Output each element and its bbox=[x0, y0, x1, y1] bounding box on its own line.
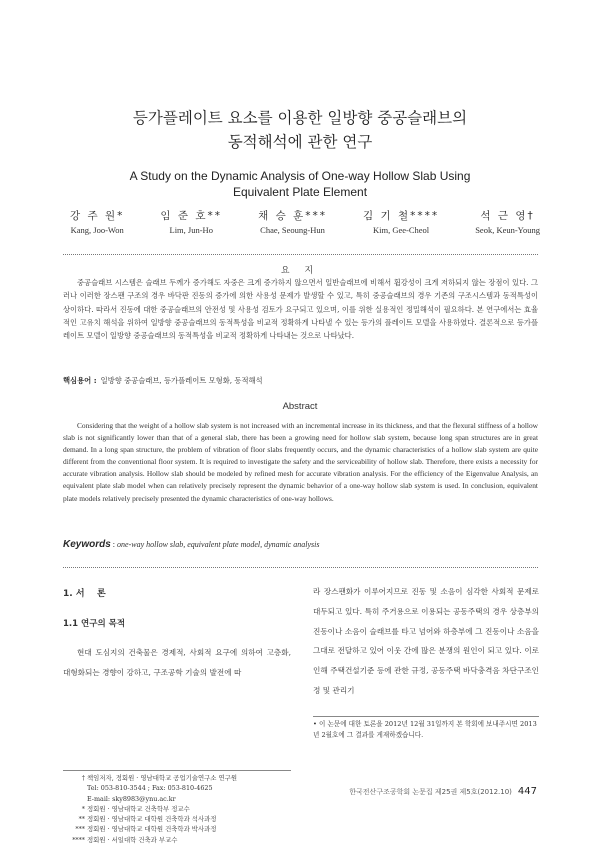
author-3 bbox=[258, 208, 327, 236]
author-name-english: Kim, Gee-Cheol bbox=[372, 225, 430, 235]
section-heading: 1. 서 론 bbox=[63, 589, 106, 599]
keywords-english bbox=[63, 539, 538, 550]
journal-citation: 한국전산구조공학회 논문집 제25권 제5호(2012.10) bbox=[349, 788, 512, 796]
title-korean-line-2: 동적해석에 관한 연구 bbox=[227, 133, 373, 151]
footnote-mark: *** bbox=[75, 825, 85, 834]
title-english-line-1: A Study on the Dynamic Analysis of One-way Hollow Slab Using bbox=[129, 169, 471, 183]
footnote-mark: † bbox=[81, 774, 85, 782]
divider-top bbox=[63, 254, 538, 255]
subsection-heading: 1.1 연구의 목적 bbox=[63, 619, 126, 629]
page-footer bbox=[349, 786, 537, 797]
footnote-text: 정회원 · 영남대학교 대학원 건축학과 석사과정 bbox=[87, 815, 217, 824]
footnote-rule-right bbox=[313, 716, 539, 717]
author-name-english: Kang, Joo-Won bbox=[70, 225, 124, 235]
footnote-mark: **** bbox=[72, 835, 85, 844]
keywords-korean-text: 일방향 중공슬래브, 등가플레이트 모형화, 동적해석 bbox=[100, 376, 263, 385]
keywords-korean-label: 핵심용어 : bbox=[63, 376, 97, 385]
page-number: 447 bbox=[517, 786, 537, 797]
footnote bbox=[63, 814, 298, 824]
discussion-note: • 이 논문에 대한 토론을 2012년 12월 31일까지 본 학회에 보내주시면 2013년 2월호에 그 결과를 게재하겠습니다. bbox=[313, 720, 537, 739]
author-name-korean: 김 기 철**** bbox=[363, 210, 440, 222]
footnote-text: E-mail: sky8983@ynu.ac.kr bbox=[87, 794, 176, 803]
footnote-mark: ** bbox=[78, 815, 85, 824]
author-name-english: Seok, Keun-Young bbox=[475, 225, 540, 235]
body-text-left: 현대 도심지의 건축물은 경제적, 사회적 요구에 의하여 고층화, 대형화되는 경향이 강하고, 구조공학 기술의 발전에 따 bbox=[63, 648, 291, 677]
footnote bbox=[63, 824, 298, 834]
author-name-english: Chae, Seoung-Hun bbox=[260, 225, 325, 235]
author-name-korean: 임 준 호** bbox=[160, 210, 223, 222]
footnote bbox=[63, 773, 298, 783]
footnote bbox=[63, 794, 298, 804]
author-name-korean: 석 근 영† bbox=[480, 210, 535, 222]
author-2 bbox=[160, 208, 222, 236]
abstract-english-heading: Abstract bbox=[282, 401, 318, 412]
author-1 bbox=[70, 208, 124, 236]
divider-bottom bbox=[63, 567, 538, 568]
author-footnotes bbox=[63, 773, 298, 845]
footnote bbox=[63, 804, 298, 814]
left-column bbox=[63, 586, 291, 683]
author-name-english: Lim, Jun-Ho bbox=[169, 225, 213, 235]
right-column bbox=[313, 582, 539, 701]
footnote-text: 정회원 · 영남대학교 대학원 건축학과 박사과정 bbox=[87, 825, 217, 834]
author-list bbox=[70, 208, 540, 236]
footnote-text: 정회원 · 서일대학 건축과 부교수 bbox=[87, 835, 178, 844]
body-text-right: 라 장스팬화가 이루어지므로 진동 및 소음이 심각한 사회적 문제로 대두되고 있다. 특히 주거용으로 이용되는 공동주택의 경우 상층부의 진동이나 소음이 슬래브를 타고 넘어와 하층부에 그 진동이나 소음을 그대로 전달하고 있어 이웃 간에 많은 분쟁의 원인이 되고 있다. 이로 인해 주택건설기준 등에 관한 규정, 공동주택 바닥충격음 차단구조인정 및 관리기 bbox=[313, 587, 539, 695]
footnote-text: Tel: 053-810-3544 ; Fax: 053-810-4625 bbox=[87, 784, 213, 793]
author-4 bbox=[363, 208, 439, 236]
footnote-mark: * bbox=[81, 804, 85, 813]
keywords-korean bbox=[63, 375, 538, 387]
keywords-english-label: Keywords bbox=[63, 539, 111, 550]
keywords-english-separator: : bbox=[110, 540, 118, 549]
abstract-korean: 중공슬래브 시스템은 슬래브 두께가 증가해도 자중은 크게 증가하지 않으면서 일반슬래브에 비해서 휨강성이 크게 저하되지 않는 장점이 있다. 그러나 이러한 장스팬 구조의 경우 바닥판 진동의 증가에 의한 사용성 문제가 발생할 수 있고, 특히 중공슬래브의 경우 기존의 구조시스템과 동적특성이 상이하다. 따라서 진동에 대한 중공슬래브의 안전성 및 사용성 검토가 요구되고 있으며, 이를 위한 실용적인 정밀해석이 필요하다. 본 연구에서는 효율적인 고유치 해석을 위하여 일방향 중공슬래브의 동적특성을 비교적 정확하게 나타낼 수 있는 등가의 플레이트 모델을 사용하였다. 결론적으로 등가플레이트 모델이 일방향 중공슬래브의 동적특성을 비교적 정확하게 나타내는 것으로 나타났다. bbox=[63, 278, 538, 341]
author-5 bbox=[475, 208, 540, 236]
footnote-text: 책임저자, 정회원 · 영남대학교 공업기술연구소 연구원 bbox=[87, 774, 238, 782]
footnote-rule-left bbox=[63, 770, 291, 771]
footnote bbox=[63, 835, 298, 845]
abstract-korean-heading: 요 지 bbox=[280, 266, 320, 276]
footnote bbox=[63, 783, 298, 793]
title-english-line-2: Equivalent Plate Element bbox=[232, 185, 368, 199]
abstract-english: Considering that the weight of a hollow slab system is not increased with an incremental increase in its thickness, and that the flexural stiffness of a hollow slab is not significantly lower than that of a general slab, there has been a growing need for hollow slab system, because long span structures are in great demand. In a long span structure, the problem of vibration of floor slabs frequently occurs, and the dynamic characteristics of a hollow slab system are quite different from the conventional floor system. It is required to investigate the safety and the serviceability of hollow slab. Therefore, there exists a necessity for accurate vibration analysis. Hollow slab should be modeled by refined mesh for accurate vibration analysis. For the efficiency of the Eigenvalue Analysis, an equivalent plate slab model when can relatively precisely represent the dynamic behavior of a one-way hollow slab system is used. In conclusion, equivalent plate models relatively precisely presented the dynamic characteristics of one-way hollows. bbox=[63, 421, 538, 503]
title-korean-line-1: 등가플레이트 요소를 이용한 일방향 중공슬래브의 bbox=[132, 109, 468, 127]
footnote-text: 정회원 · 영남대학교 건축학부 정교수 bbox=[87, 804, 190, 813]
author-name-korean: 채 승 훈*** bbox=[258, 210, 327, 222]
author-name-korean: 강 주 원* bbox=[70, 210, 125, 222]
keywords-english-text: one-way hollow slab, equivalent plate model, dynamic analysis bbox=[117, 540, 320, 549]
